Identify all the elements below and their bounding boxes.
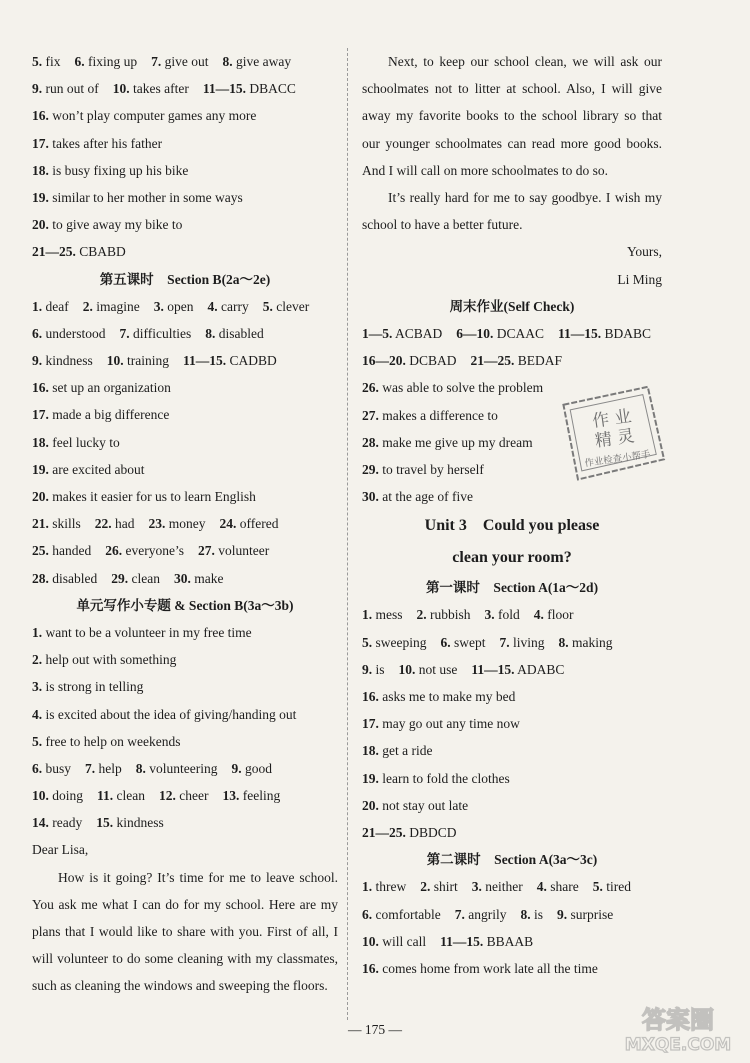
answer-text: CBABD [75, 244, 126, 260]
answers-block-lesson-1 [362, 601, 662, 846]
stamp-text-3: 作业检查小帮手 [583, 449, 652, 470]
answer-number: 3. [153, 298, 164, 314]
answer-line [362, 928, 662, 955]
answer-text: is excited about the idea of giving/handing out [42, 706, 297, 722]
answer-number: 9. [32, 353, 43, 369]
answer-number: 15. [96, 815, 114, 831]
answer-text: not stay out late [378, 797, 469, 813]
answer-text: doing [48, 788, 84, 804]
stamp-text-2: 精 灵 [593, 426, 636, 452]
answer-number: 5. [592, 879, 603, 895]
answer-text: neither [481, 879, 523, 895]
answer-text: BBAAB [483, 933, 534, 949]
answer-text: get a ride [378, 743, 433, 759]
answer-number: 30. [173, 570, 191, 586]
answer-text: deaf [42, 298, 69, 314]
answer-number: 11. [97, 788, 114, 804]
answer-text: set up an organization [48, 380, 171, 396]
answer-text: similar to her mother in some ways [48, 189, 243, 205]
answer-number: 11—15. [183, 353, 227, 369]
answer-text: swept [450, 634, 486, 650]
answer-number: 10. [106, 353, 124, 369]
watermark-text: 答案圈 [642, 1006, 714, 1034]
answer-text: feeling [239, 788, 281, 804]
answer-number: 6—10. [456, 325, 494, 341]
answer-number: 4. [536, 879, 547, 895]
answer-line [32, 374, 338, 401]
section-heading-writing: 单元写作小专题 & Section B(3a～3b) [76, 597, 294, 613]
answer-number: 18. [32, 434, 49, 450]
answer-text: is strong in telling [42, 679, 144, 695]
answer-line [362, 873, 662, 900]
answer-number: 5. [362, 634, 373, 650]
left-column [32, 48, 338, 1000]
answer-number: 10. [112, 81, 130, 97]
answer-line [362, 765, 662, 792]
answer-number: 18. [362, 743, 379, 759]
answer-text: makes it easier for us to learn English [48, 489, 256, 504]
answer-number: 8. [520, 906, 531, 922]
answer-text: is [372, 661, 385, 677]
answer-text: busy [42, 760, 72, 776]
answer-text: DCAAC [493, 325, 545, 341]
answer-line [362, 629, 662, 656]
answer-number: 3. [471, 879, 482, 895]
answer-text: angrily [464, 906, 507, 922]
answer-text: make [190, 570, 224, 586]
answer-text: to travel by herself [378, 461, 484, 477]
answer-number: 1. [362, 879, 373, 895]
answer-text: tired [602, 879, 631, 895]
answer-number: 20. [362, 797, 379, 813]
answer-number: 11—15. [202, 81, 246, 97]
answer-text: may go out any time now [378, 716, 520, 732]
answer-number: 29. [362, 461, 379, 477]
answer-line [362, 347, 662, 374]
answer-text: make me give up my dream [378, 434, 533, 450]
answer-number: 10. [362, 933, 379, 949]
answer-line [32, 293, 338, 320]
answer-text: free to help on weekends [42, 733, 181, 749]
answer-text: DBACC [245, 81, 296, 97]
answer-text: is busy fixing up his bike [48, 162, 189, 178]
answer-text: shirt [430, 879, 458, 895]
answer-number: 1. [362, 607, 373, 623]
answer-text: clean [113, 788, 146, 804]
answer-text: disabled [215, 325, 264, 341]
answer-number: 5. [32, 54, 43, 69]
answer-text: good [241, 760, 272, 776]
answer-text: disabled [48, 570, 98, 586]
answer-number: 7. [454, 906, 465, 922]
answer-number: 28. [32, 570, 49, 586]
answer-number: 16. [362, 689, 379, 705]
answer-text: cheer [175, 788, 209, 804]
answer-text: DBDCD [405, 824, 457, 840]
answer-line [362, 792, 662, 819]
answer-number: 11—15. [440, 933, 484, 949]
answers-block-top [32, 48, 338, 266]
answer-number: 17. [362, 716, 379, 732]
answer-line [362, 737, 662, 764]
answer-line [32, 320, 338, 347]
answer-line [32, 75, 338, 102]
answer-number: 4. [533, 607, 544, 623]
answer-text: share [546, 879, 579, 895]
answer-number: 19. [362, 770, 379, 786]
answer-line [362, 710, 662, 737]
answer-line [362, 320, 662, 347]
answer-text: fixing up [84, 54, 138, 69]
answer-number: 16. [362, 960, 379, 976]
answer-text: mess [372, 607, 403, 623]
answer-text: BDABC [601, 325, 652, 341]
answer-number: 27. [362, 407, 379, 423]
answer-number: 3. [32, 679, 43, 695]
answer-number: 14. [32, 815, 49, 831]
letter-paragraph-2: Next, to keep our school clean, we will ask our schoolmates not to litter at school. Also, I will give away my favorite books to the school library so that our younger schoolmates can read more good books. And I will call on more schoolmates to do so. [362, 54, 662, 178]
stamp-seal-icon [556, 381, 672, 487]
answer-text: difficulties [129, 325, 192, 341]
answer-number: 8. [222, 54, 233, 69]
answer-line [32, 456, 338, 483]
answer-number: 6. [440, 634, 451, 650]
answer-number: 19. [32, 189, 49, 205]
answer-text: skills [48, 516, 81, 532]
answer-text: rubbish [426, 607, 471, 623]
answer-line [362, 683, 662, 710]
answer-line [362, 601, 662, 628]
answer-number: 8. [558, 634, 569, 650]
answer-text: CADBD [226, 353, 277, 369]
answer-text: at the age of five [378, 489, 473, 505]
section-heading-lesson-2: 第二课时 Section A(3a～3c) [426, 852, 598, 868]
answer-text: making [568, 634, 613, 650]
answer-text: volunteer [214, 543, 270, 559]
answer-line [32, 429, 338, 456]
answers-block-writing [32, 619, 338, 837]
answer-line [32, 809, 338, 836]
answer-text: volunteering [145, 760, 218, 776]
answer-number: 22. [94, 516, 112, 532]
unit-title-line-2: clean your room? [452, 549, 572, 567]
answer-text: was able to solve the problem [378, 380, 544, 396]
answer-text: imagine [92, 298, 140, 314]
answer-text: is [530, 906, 543, 922]
answer-text: won’t play computer games any more [48, 108, 257, 124]
answer-number: 17. [32, 135, 49, 151]
answer-number: 20. [32, 489, 49, 504]
answer-text: floor [543, 607, 574, 623]
answer-line [32, 565, 338, 592]
answer-text: comfortable [372, 906, 441, 922]
stamp-text-1: 作 业 [591, 406, 633, 432]
answers-block-lesson-2 [362, 873, 662, 982]
answer-text: are excited about [48, 461, 145, 477]
answer-number: 1—5. [362, 325, 393, 341]
answer-text: takes after [129, 81, 189, 97]
answer-text: comes home from work late all the time [378, 960, 598, 976]
answer-line [32, 347, 338, 374]
answer-line [32, 48, 338, 75]
watermark-logo-icon [612, 1000, 744, 1056]
answer-number: 27. [197, 543, 215, 559]
answer-text: clean [128, 570, 160, 586]
answer-line [32, 673, 338, 700]
answer-number: 13. [222, 788, 240, 804]
answer-number: 6. [32, 325, 43, 341]
answer-number: 16. [32, 108, 49, 124]
letter-signature: Li Ming [617, 271, 662, 287]
answer-number: 5. [262, 298, 273, 314]
answer-number: 7. [151, 54, 162, 69]
answer-text: learn to fold the clothes [378, 770, 510, 786]
answer-number: 10. [32, 788, 49, 804]
column-divider [347, 48, 348, 1020]
answer-number: 11—15. [471, 661, 515, 677]
answer-number: 26. [105, 543, 123, 559]
answer-number: 9. [557, 906, 568, 922]
answer-line [32, 401, 338, 428]
answer-text: want to be a volunteer in my free time [42, 624, 252, 640]
answer-line [362, 901, 662, 928]
answer-line [32, 238, 338, 265]
answer-line [362, 656, 662, 683]
answer-text: money [165, 516, 206, 532]
answer-text: carry [217, 298, 249, 314]
answer-line [32, 646, 338, 673]
answer-text: ADABC [514, 661, 565, 677]
answer-text: BEDAF [514, 353, 563, 369]
answer-number: 17. [32, 407, 49, 423]
answer-text: clever [272, 298, 310, 314]
answer-number: 4. [207, 298, 218, 314]
answer-text: takes after his father [48, 135, 163, 151]
answer-text: feel lucky to [48, 434, 120, 450]
answer-line [32, 157, 338, 184]
answer-line [32, 701, 338, 728]
answer-number: 20. [32, 217, 49, 233]
answer-number: 12. [159, 788, 176, 804]
page-number: — 175 — [348, 1022, 402, 1037]
answer-line [32, 755, 338, 782]
answer-text: give out [161, 54, 209, 69]
answer-number: 16—20. [362, 353, 406, 369]
answer-number: 10. [398, 661, 416, 677]
answer-text: offered [236, 516, 279, 532]
answer-number: 7. [499, 634, 510, 650]
answer-text: surprise [567, 906, 614, 922]
answer-text: made a big difference [48, 407, 170, 423]
answer-line [32, 102, 338, 129]
letter-closing: Yours, [626, 244, 662, 260]
answer-number: 7. [85, 760, 96, 776]
answer-text: ACBAD [392, 325, 443, 341]
answer-number: 9. [32, 81, 43, 97]
answer-text: not use [415, 661, 458, 677]
answer-text: everyone’s [122, 543, 184, 559]
letter-paragraph-1: How is it going? It’s time for me to leave school. You ask me what I can do for my school. Here are my plans that I would like to share with you. First of all, I will volunteer to do some cleaning with my classmates, such as cleaning the windows and sweeping the floors. [32, 869, 338, 994]
answer-text: will call [378, 933, 427, 949]
answer-text: kindness [113, 815, 164, 831]
answer-line [32, 537, 338, 564]
answer-line [32, 483, 338, 510]
answer-line [32, 728, 338, 755]
answer-number: 9. [362, 661, 373, 677]
answer-number: 9. [231, 760, 242, 776]
answer-number: 6. [362, 906, 373, 922]
letter-greeting: Dear Lisa, [32, 842, 89, 858]
section-heading-lesson-1: 第一课时 Section A(1a～2d) [425, 580, 599, 596]
answer-number: 26. [362, 380, 379, 396]
answer-number: 30. [362, 489, 379, 505]
letter-paragraph-3: It’s really hard for me to say goodbye. I wish my school to have a better future. [362, 190, 662, 233]
section-heading-lesson-5: 第五课时 Section B(2a～2e) [99, 271, 271, 287]
answer-line [362, 819, 662, 846]
answer-number: 3. [484, 607, 495, 623]
answer-text: fix [42, 54, 61, 69]
answer-text: understood [42, 325, 106, 341]
right-column [362, 48, 662, 982]
answer-number: 29. [111, 570, 129, 586]
answer-text: to give away my bike to [48, 217, 183, 233]
answer-number: 6. [74, 54, 85, 69]
answer-number: 16. [32, 380, 49, 396]
answer-line [362, 483, 662, 510]
answer-text: had [111, 516, 135, 532]
answer-text: handed [48, 543, 92, 559]
answer-number: 8. [135, 760, 146, 776]
answer-number: 24. [219, 516, 237, 532]
answer-text: fold [494, 607, 520, 623]
answer-number: 7. [119, 325, 130, 341]
answer-number: 18. [32, 162, 49, 178]
answer-number: 21—25. [362, 824, 406, 840]
answer-text: ready [48, 815, 83, 831]
answer-number: 21—25. [32, 244, 76, 260]
answer-number: 28. [362, 434, 379, 450]
answer-text: open [163, 298, 194, 314]
answer-text: help out with something [42, 652, 177, 668]
answer-text: run out of [42, 81, 99, 97]
answer-number: 1. [32, 624, 43, 640]
watermark-url: MXQE.COM [624, 1035, 732, 1055]
answer-text: sweeping [372, 634, 427, 650]
answer-text: training [123, 353, 169, 369]
answer-number: 2. [32, 652, 43, 668]
answer-number: 21. [32, 516, 49, 532]
answer-number: 23. [148, 516, 166, 532]
answer-number: 2. [420, 879, 431, 895]
answer-number: 8. [205, 325, 216, 341]
answer-text: asks me to make my bed [378, 689, 516, 705]
answer-number: 5. [32, 733, 43, 749]
answer-line [32, 211, 338, 238]
answer-text: give away [232, 54, 292, 69]
answer-number: 4. [32, 706, 43, 722]
answer-text: makes a difference to [378, 407, 498, 423]
answer-number: 11—15. [558, 325, 602, 341]
answer-line [362, 955, 662, 982]
unit-title-line-1: Unit 3 Could you please [424, 517, 600, 535]
answer-text: kindness [42, 353, 93, 369]
answer-number: 19. [32, 461, 49, 477]
answer-line [32, 184, 338, 211]
answer-number: 6. [32, 760, 43, 776]
answer-number: 21—25. [470, 353, 515, 369]
answer-line [32, 510, 338, 537]
section-heading-self-check: 周末作业(Self Check) [449, 298, 575, 314]
answer-line [32, 782, 338, 809]
answer-line [32, 130, 338, 157]
answer-number: 2. [416, 607, 427, 623]
answer-number: 1. [32, 298, 43, 314]
answer-text: help [95, 760, 122, 776]
answer-number: 2. [82, 298, 93, 314]
answer-number: 25. [32, 543, 49, 559]
answer-text: DCBAD [405, 353, 457, 369]
answer-text: threw [372, 879, 407, 895]
answers-block-lesson-5 [32, 293, 338, 592]
answer-text: living [509, 634, 545, 650]
answer-line [32, 619, 338, 646]
